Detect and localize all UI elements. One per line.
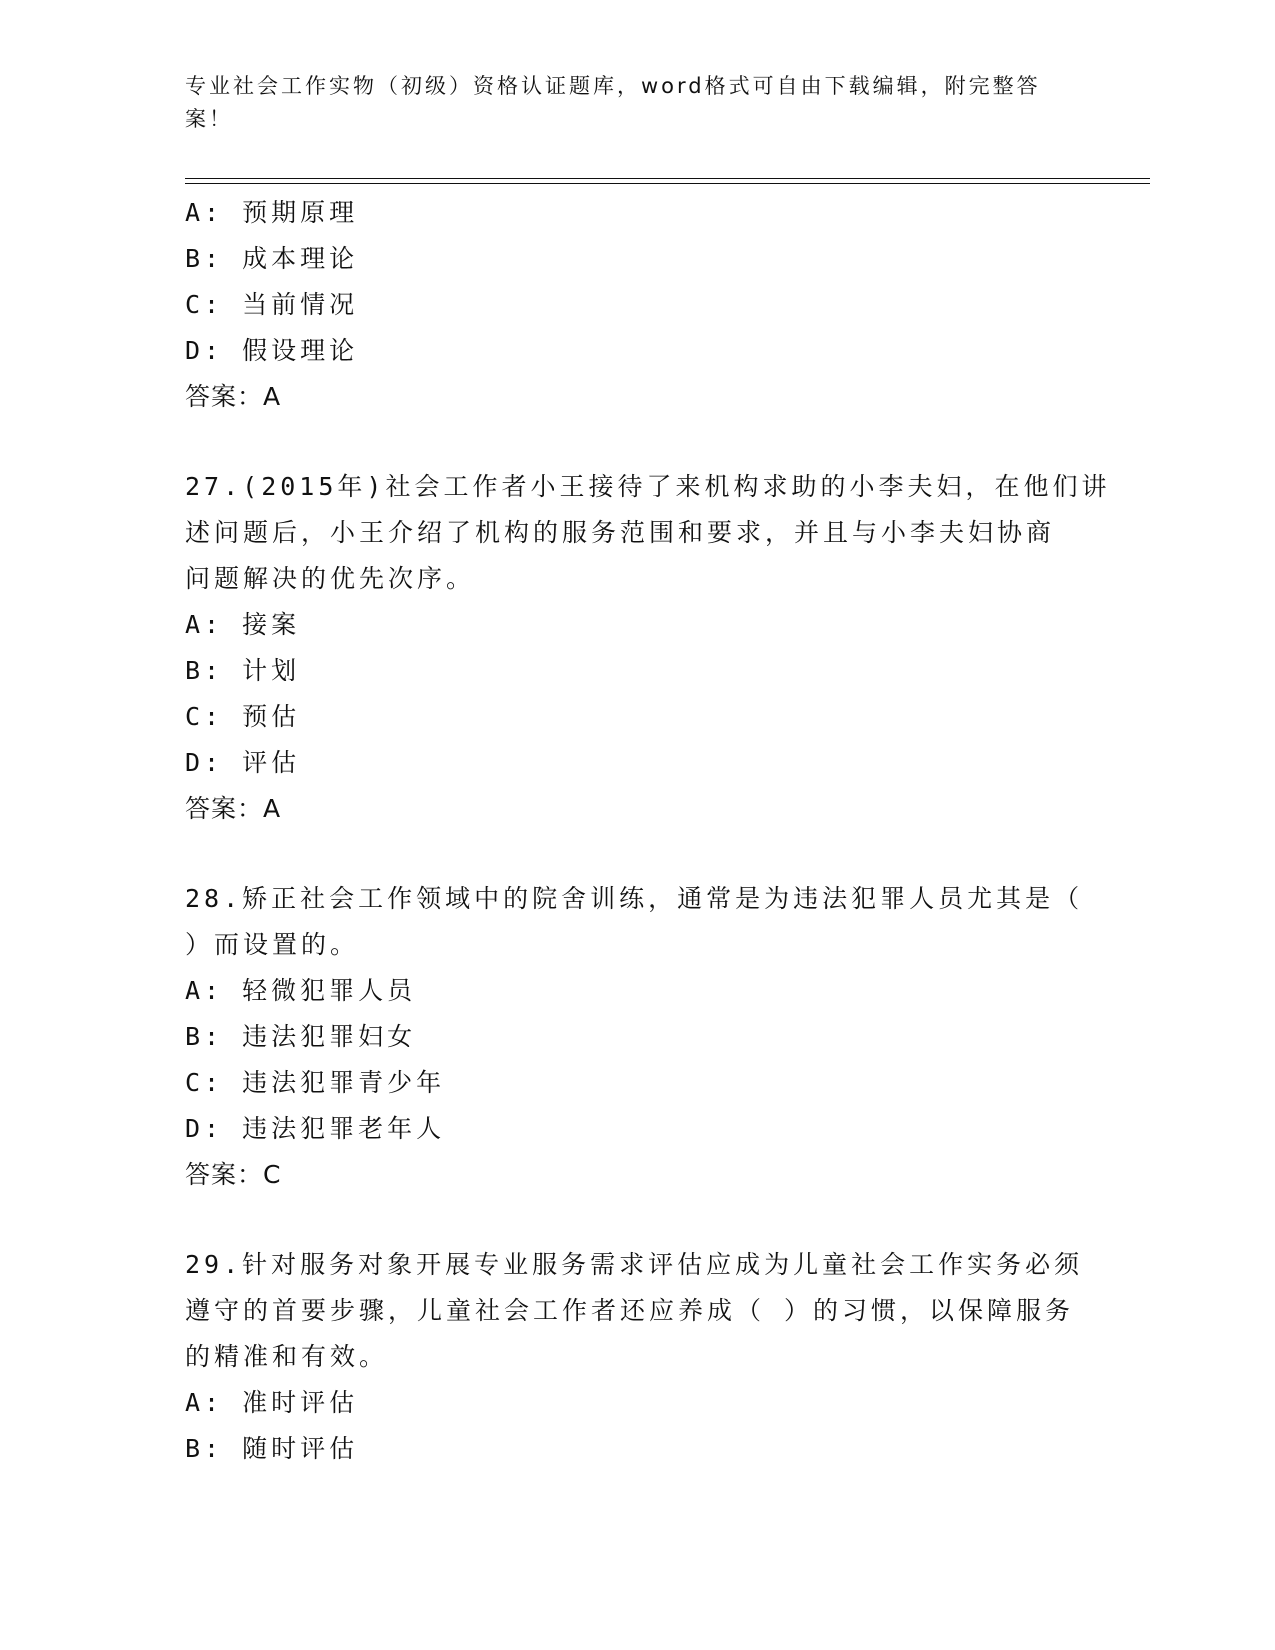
option-b: B: 成本理论	[185, 244, 359, 273]
question-list	[185, 190, 1111, 1472]
question-stem-line: 27.(2015年)社会工作者小王接待了来机构求助的小李夫妇，在他们讲	[185, 472, 1111, 501]
option-b: B: 计划	[185, 656, 301, 685]
header-rule-bottom	[185, 183, 1150, 184]
spacer	[185, 832, 1085, 876]
question-27	[185, 464, 1111, 832]
option-d: D: 评估	[185, 748, 301, 777]
header-rule-top	[185, 178, 1150, 179]
option-b: B: 违法犯罪妇女	[185, 1022, 417, 1051]
spacer	[185, 420, 1085, 464]
option-a: A: 预期原理	[185, 198, 359, 227]
option-d: D: 违法犯罪老年人	[185, 1114, 446, 1143]
answer-line: 答案：C	[185, 1160, 282, 1189]
question-stem-line: 29.针对服务对象开展专业服务需求评估应成为儿童社会工作实务必须	[185, 1250, 1084, 1279]
option-a: A: 轻微犯罪人员	[185, 976, 417, 1005]
document-header	[185, 70, 1065, 136]
question-stem-line: 的精准和有效。	[185, 1342, 389, 1371]
option-a: A: 准时评估	[185, 1388, 359, 1417]
question-stem-line: 问题解决的优先次序。	[185, 564, 476, 593]
question-29	[185, 1242, 1085, 1472]
spacer	[185, 1198, 1085, 1242]
option-b: B: 随时评估	[185, 1434, 359, 1463]
option-c: C: 当前情况	[185, 290, 359, 319]
answer-line: 答案：A	[185, 794, 282, 823]
option-c: C: 违法犯罪青少年	[185, 1068, 446, 1097]
question-stem-line: 遵守的首要步骤，儿童社会工作者还应养成（ ）的习惯，以保障服务	[185, 1296, 1075, 1325]
question-stem-line: 28.矫正社会工作领域中的院舍训练，通常是为违法犯罪人员尤其是（	[185, 884, 1084, 913]
option-a: A: 接案	[185, 610, 301, 639]
question-stem-line: 述问题后，小王介绍了机构的服务范围和要求，并且与小李夫妇协商	[185, 518, 1056, 547]
header-line-2: 案！	[185, 107, 233, 131]
question-stem-line: ）而设置的。	[185, 930, 360, 959]
header-line-1: 专业社会工作实物（初级）资格认证题库，word格式可自由下载编辑，附完整答	[185, 74, 1041, 98]
answer-line: 答案：A	[185, 382, 282, 411]
question-26	[185, 190, 1085, 420]
option-d: D: 假设理论	[185, 336, 359, 365]
question-28	[185, 876, 1085, 1198]
option-c: C: 预估	[185, 702, 301, 731]
